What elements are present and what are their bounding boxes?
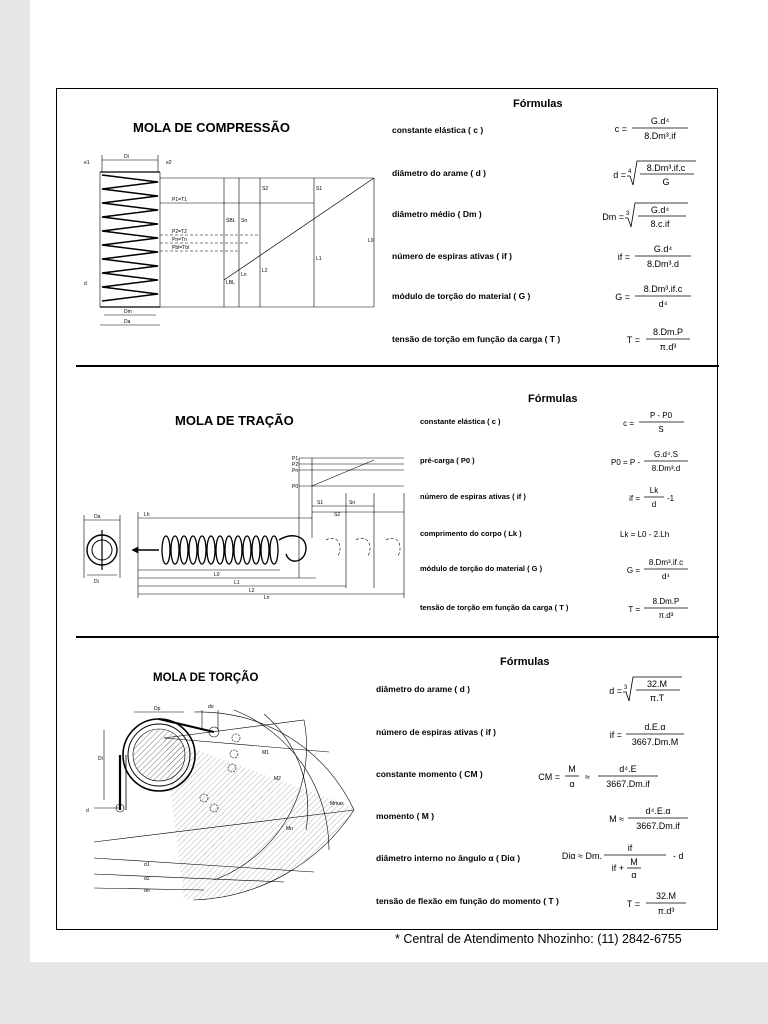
label-P2: P2 — [292, 462, 299, 468]
formula-lhs: if = — [609, 730, 622, 740]
formula-lhs: Diα ≈ Dm. — [561, 851, 602, 861]
label-Ln: Ln — [264, 595, 270, 601]
label-M1: M1 — [262, 750, 269, 756]
torsion-formula-label: tensão de flexão em função do momento ( T ) — [376, 896, 559, 906]
root-index: 4 — [628, 169, 632, 175]
label-S1: S1 — [316, 186, 323, 192]
label-S2: S2 — [334, 512, 341, 518]
formula-lhs: d = — [609, 686, 622, 696]
formula-numerator: Lk — [649, 486, 659, 495]
formula-denominator: π.d³ — [659, 342, 677, 352]
label-e2: e2 — [166, 160, 172, 166]
formula-numerator: 32.M — [646, 679, 668, 689]
traction-formula-label: módulo de torção do material ( G ) — [420, 564, 543, 573]
formula-t-traction — [580, 593, 710, 627]
formula-numerator: if — [627, 843, 633, 853]
formula-denominator: π.d³ — [658, 611, 674, 620]
formula-denominator: d⁴ — [662, 572, 670, 581]
gray-margin-left — [0, 0, 30, 1024]
section-divider — [76, 636, 719, 638]
formula-numerator: M — [568, 764, 576, 774]
label-L2: L2 — [262, 268, 268, 274]
label-SBL: SBL — [226, 218, 236, 224]
formula-numerator: G.d⁴ — [653, 244, 673, 254]
label-Pbl-Tbl: Pbl=Tbl — [172, 245, 190, 251]
formula-denominator: G — [662, 177, 670, 187]
label-Da: Da — [94, 514, 101, 520]
label-alpha2: α2 — [144, 876, 150, 882]
label-Di: Di — [94, 579, 99, 585]
formula-lhs: T = — [628, 605, 640, 614]
formula-denominator: π.d³ — [657, 906, 675, 916]
label-d: d — [84, 281, 87, 287]
label-Dp: Dp — [154, 706, 161, 712]
label-Sn: Sn — [349, 500, 356, 506]
label-Pn-Tn: Pn=Tn — [172, 237, 187, 243]
traction-formula-label: número de espiras ativas ( if ) — [420, 492, 526, 501]
formula-lk-traction — [580, 522, 710, 546]
formula-g-compression — [560, 280, 710, 316]
label-S1: S1 — [317, 500, 324, 506]
compression-formula-label: diâmetro médio ( Dm ) — [392, 209, 482, 219]
label-do: do — [208, 704, 214, 710]
formula-lhs: c = — [623, 419, 634, 428]
formula-dialpha-torsion — [540, 838, 710, 888]
formula-lhs: T = — [626, 335, 640, 345]
label-e1: e1 — [84, 160, 90, 166]
formula-denominator: S — [658, 425, 664, 434]
formula-if-traction — [580, 482, 710, 516]
label-S2: S2 — [262, 186, 269, 192]
formula-numerator: d.E.α — [644, 722, 666, 732]
formula-denominator: 8.Dm³.d — [646, 259, 680, 269]
traction-formula-label: pré-carga ( P0 ) — [420, 456, 475, 465]
root-index: 3 — [626, 211, 630, 217]
footer-contact: * Central de Atendimento Nhozinho: (11) 2842-6755 — [395, 932, 682, 946]
formula-if-torsion — [560, 718, 710, 754]
label-Pn: Pn — [292, 468, 299, 474]
traction-spring-drawing — [74, 448, 414, 601]
formula-numerator-2: d⁴.E — [619, 764, 637, 774]
formula-lhs: T = — [626, 899, 640, 909]
root-index: 3 — [624, 685, 628, 691]
formula-denominator: 8.Dm³.if — [644, 131, 676, 141]
formula-m-torsion — [560, 802, 710, 838]
formula-lhs: P0 = P - — [611, 458, 640, 467]
compression-formula-label: diâmetro do arame ( d ) — [392, 168, 486, 178]
formula-denominator: 3667.Dm.M — [631, 737, 679, 747]
formula-numerator: 8.Dm³.if.c — [648, 558, 684, 567]
formula-mid: ≈ — [585, 772, 590, 782]
formula-numerator: G.d⁴.S — [654, 450, 678, 459]
torsion-spring-drawing — [74, 690, 364, 910]
formula-lhs: c = — [614, 124, 627, 134]
formula-denominator: π.T — [649, 693, 665, 703]
formula-numerator: G.d⁴ — [650, 205, 670, 215]
formula-denominator: d⁴ — [658, 299, 668, 309]
formula-lhs: G = — [626, 566, 640, 575]
label-Dm: Dm — [124, 309, 132, 315]
compression-title: MOLA DE COMPRESSÃO — [133, 120, 290, 135]
formula-denominator: 3667.Dm.if — [636, 821, 680, 831]
label-Sn: Sn — [241, 218, 248, 224]
label-Di: Di — [124, 154, 129, 160]
compression-formula-label: número de espiras ativas ( if ) — [392, 251, 512, 261]
traction-formula-label: comprimento do corpo ( Lk ) — [420, 529, 522, 538]
label-LBL: LBL — [226, 280, 235, 286]
traction-formulas-heading: Fórmulas — [528, 393, 578, 405]
formula-lhs: CM = — [538, 772, 560, 782]
formula-t-compression — [560, 323, 710, 359]
formula-numerator: 8.Dm.P — [652, 327, 684, 337]
formula-c-compression — [560, 112, 710, 148]
label-P1: P1 — [292, 456, 299, 462]
label-Mn: Mn — [286, 826, 293, 832]
formula-numerator: 8.Dm³.if.c — [643, 284, 683, 294]
formula-tail: - d — [673, 851, 684, 861]
label-L1: L1 — [316, 256, 322, 262]
torsion-formula-label: diâmetro interno no ângulo α ( Diα ) — [376, 853, 521, 863]
formula-lhs: Dm = — [602, 212, 624, 222]
formula-denominator: 8.Dm³.d — [651, 464, 681, 473]
formula-c-traction — [580, 407, 710, 441]
label-alphan: αn — [144, 888, 150, 894]
formula-numerator: P - P0 — [649, 411, 673, 420]
formula-denominator: if + — [611, 863, 624, 873]
formula-g-traction — [580, 554, 710, 588]
formula-numerator: 8.Dm³.if.c — [646, 163, 686, 173]
compression-formula-label: constante elástica ( c ) — [392, 125, 484, 135]
label-Da: Da — [124, 319, 131, 325]
traction-formula-label: constante elástica ( c ) — [420, 417, 501, 426]
formula-t-torsion — [560, 887, 710, 923]
formula-p0-traction — [580, 446, 710, 480]
formula-lhs: M ≈ — [609, 814, 624, 824]
compression-formula-label: tensão de torção em função da carga ( T ) — [392, 334, 561, 344]
traction-formula-label: tensão de torção em função da carga ( T ) — [420, 603, 569, 612]
label-L0: L0 — [368, 238, 374, 244]
formula-cm-torsion — [530, 760, 710, 796]
formula-tail: -1 — [667, 494, 675, 503]
torsion-formula-label: diâmetro do arame ( d ) — [376, 684, 470, 694]
label-L0: L0 — [214, 572, 220, 578]
formula-numerator: 32.M — [655, 891, 677, 901]
formula-inner-numerator: M — [630, 857, 638, 867]
label-P0: P0 — [292, 484, 299, 490]
label-P1-T1: P1=T1 — [172, 197, 187, 203]
formula-dm-compression — [560, 200, 710, 236]
formula-d-torsion — [560, 674, 710, 710]
formula-lhs: if = — [629, 494, 640, 503]
compression-formula-label: módulo de torção do material ( G ) — [392, 291, 531, 301]
formula-lhs: if = — [617, 252, 630, 262]
torsion-formula-label: momento ( M ) — [376, 811, 435, 821]
gray-margin-bottom — [0, 962, 768, 1024]
compression-spring-drawing — [74, 150, 384, 335]
label-Di: Di — [98, 756, 103, 762]
formula-numerator: d⁴.E.α — [645, 806, 671, 816]
compression-formulas-heading: Fórmulas — [513, 98, 563, 110]
label-alpha1: α1 — [144, 862, 150, 868]
label-L2: L2 — [249, 588, 255, 594]
formula-if-compression — [560, 240, 710, 276]
label-M2: M2 — [274, 776, 281, 782]
torsion-formula-label: constante momento ( CM ) — [376, 769, 483, 779]
formula-inner-denominator: α — [631, 870, 637, 880]
formula-d-compression — [560, 158, 710, 194]
formula-lhs: d = — [613, 170, 626, 180]
section-divider — [76, 365, 719, 367]
traction-title: MOLA DE TRAÇÃO — [175, 413, 294, 428]
label-d: d — [86, 808, 89, 814]
label-P2-T2: P2=T2 — [172, 229, 187, 235]
label-Lh: Lh — [144, 512, 150, 518]
formula-denominator-2: 3667.Dm.if — [606, 779, 650, 789]
label-L1: L1 — [234, 580, 240, 586]
formula-denominator: α — [569, 779, 575, 789]
formula-numerator: G.d⁴ — [650, 116, 670, 126]
formula-lhs: G = — [615, 292, 630, 302]
formula-numerator: 8.Dm.P — [652, 597, 680, 606]
torsion-formula-label: número de espiras ativas ( if ) — [376, 727, 496, 737]
formula-text: Lk = L0 - 2.Lh — [620, 530, 670, 539]
torsion-formulas-heading: Fórmulas — [500, 656, 550, 668]
torsion-title: MOLA DE TORÇÃO — [153, 672, 259, 684]
label-Ln: Ln — [241, 272, 247, 278]
formula-denominator: 8.c.if — [650, 219, 670, 229]
formula-denominator: d — [651, 500, 657, 509]
label-Mmax: Mmax — [330, 801, 344, 807]
